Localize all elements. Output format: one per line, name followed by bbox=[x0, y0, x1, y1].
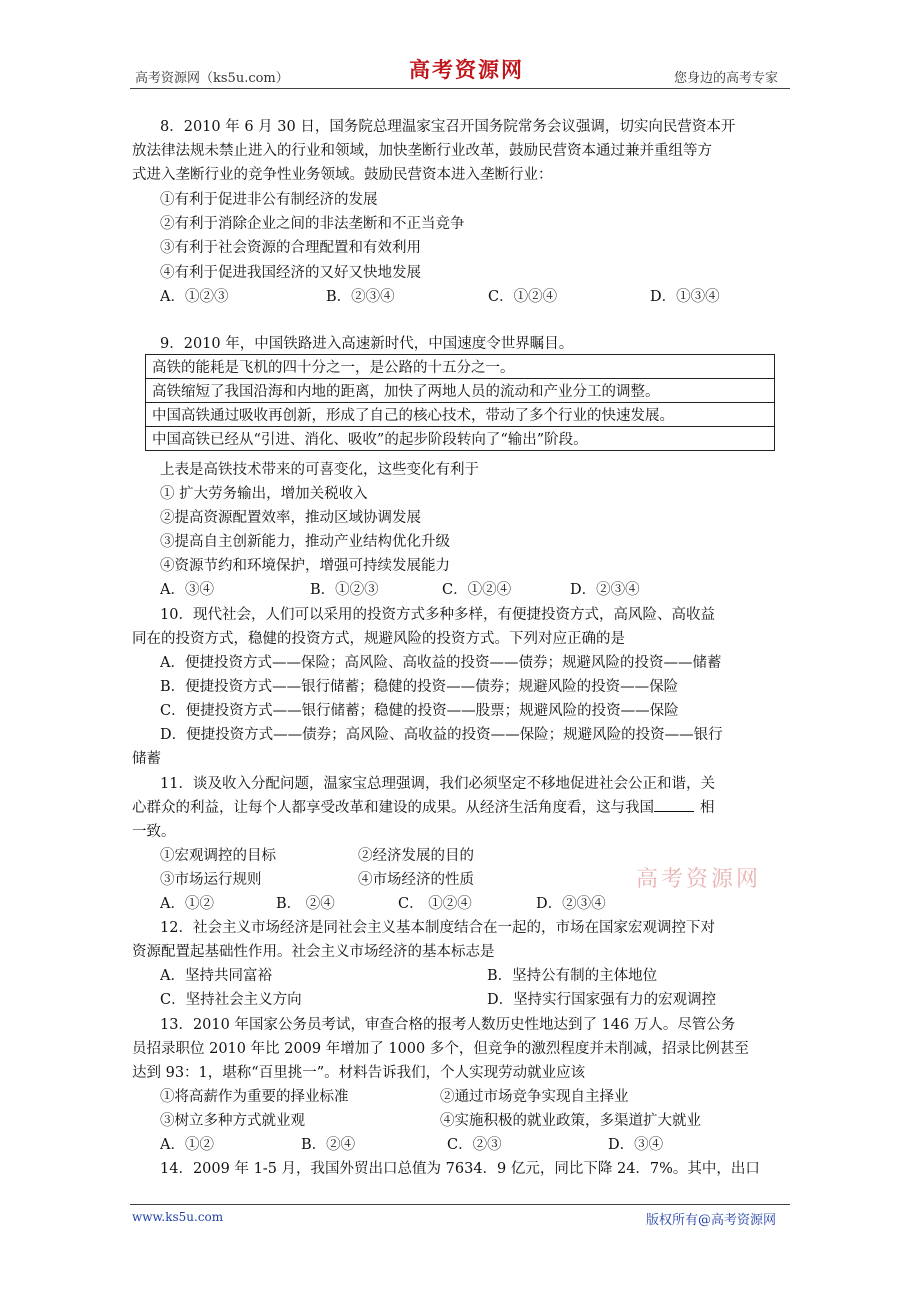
q9-table bbox=[145, 354, 775, 451]
q11-item: ①宏观调控的目标 bbox=[160, 848, 276, 864]
q12-option-a: A．坚持共同富裕 bbox=[160, 968, 272, 984]
q8-option-a: A．①②③ bbox=[160, 289, 229, 305]
q12-stem-line-1: 12．社会主义市场经济是同社会主义基本制度结合在一起的，市场在国家宏观调控下对 bbox=[160, 920, 715, 936]
q9-table-cell: 高铁的能耗是飞机的四十分之一，是公路的十五分之一。 bbox=[146, 355, 775, 379]
header-site-name: 高考资源网（ks5u.com） bbox=[135, 71, 289, 86]
footer-copyright: 版权所有@高考资源网 bbox=[646, 1213, 777, 1228]
q9-table-cell: 高铁缩短了我国沿海和内地的距离，加快了两地人员的流动和产业分工的调整。 bbox=[146, 379, 775, 403]
q10-stem-line-1: 10．现代社会，人们可以采用的投资方式多种多样，有便捷投资方式，高风险、高收益 bbox=[160, 607, 715, 623]
q9-option-c: C．①②④ bbox=[442, 582, 512, 598]
q10-option-c: C．便捷投资方式——银行储蓄；稳健的投资——股票；规避风险的投资——保险 bbox=[160, 703, 679, 719]
q8-option-b: B．②③④ bbox=[326, 289, 395, 305]
q11-item: ③市场运行规则 bbox=[160, 872, 262, 888]
q8-stem-line-3: 式进入垄断行业的竞争性业务领域。鼓励民营资本进入垄断行业： bbox=[132, 167, 553, 183]
q9-stem: 9．2010 年，中国铁路进入高速新时代，中国速度令世界瞩目。 bbox=[160, 336, 574, 352]
q11-option-b: B． ②④ bbox=[276, 896, 335, 912]
header-slogan: 您身边的高考专家 bbox=[674, 71, 779, 86]
q9-table-cell: 中国高铁已经从“引进、消化、吸收”的起步阶段转向了“输出”阶段。 bbox=[146, 427, 775, 451]
q13-item: ④实施积极的就业政策，多渠道扩大就业 bbox=[440, 1113, 701, 1129]
footer-rule bbox=[130, 1204, 790, 1205]
q8-item: ④有利于促进我国经济的又好又快地发展 bbox=[160, 265, 421, 281]
q12-option-c: C．坚持社会主义方向 bbox=[160, 992, 302, 1008]
q13-option-b: B．②④ bbox=[301, 1137, 356, 1153]
q12-stem-line-2: 资源配置起基础性作用。社会主义市场经济的基本标志是 bbox=[132, 944, 495, 960]
q10-option-a: A．便捷投资方式——保险；高风险、高收益的投资——债券；规避风险的投资——储蓄 bbox=[160, 655, 722, 671]
q8-item: ③有利于社会资源的合理配置和有效利用 bbox=[160, 240, 421, 256]
q10-option-d-wrap: 储蓄 bbox=[132, 751, 161, 767]
q11-option-d: D．②③④ bbox=[536, 896, 606, 912]
q9-option-a: A．③④ bbox=[160, 582, 214, 598]
q13-item: ①将高薪作为重要的择业标准 bbox=[160, 1089, 349, 1105]
q9-option-b: B．①②③ bbox=[310, 582, 379, 598]
q10-option-b: B．便捷投资方式——银行储蓄；稳健的投资——债券；规避风险的投资——保险 bbox=[160, 679, 679, 695]
q13-stem-line-2: 员招录职位 2010 年比 2009 年增加了 1000 多个，但竞争的激烈程度并未削减，招录比例甚至 bbox=[132, 1041, 749, 1057]
q11-stem-line-3: 一致。 bbox=[132, 824, 176, 840]
q8-stem-line-1: 8．2010 年 6 月 30 日，国务院总理温家宝召开国务院常务会议强调，切实向民营资本开 bbox=[160, 119, 736, 135]
q13-option-d: D．③④ bbox=[608, 1137, 664, 1153]
q13-stem-line-3: 达到 93：1，堪称“百里挑一”。材料告诉我们，个人实现劳动就业应该 bbox=[132, 1065, 586, 1081]
header-logo: 高考资源网 bbox=[409, 57, 524, 82]
q11-stem-line-1: 11．谈及收入分配问题，温家宝总理强调，我们必须坚定不移地促进社会公正和谐，关 bbox=[160, 776, 715, 792]
q9-table-cell: 中国高铁通过吸收再创新，形成了自己的核心技术，带动了多个行业的快速发展。 bbox=[146, 403, 775, 427]
q9-item: ④资源节约和环境保护，增强可持续发展能力 bbox=[160, 558, 450, 574]
q11-item: ②经济发展的目的 bbox=[358, 848, 474, 864]
q13-option-c: C．②③ bbox=[447, 1137, 502, 1153]
footer-url[interactable]: www.ks5u.com bbox=[132, 1210, 224, 1224]
q8-option-c: C．①②④ bbox=[488, 289, 558, 305]
q12-option-d: D．坚持实行国家强有力的宏观调控 bbox=[487, 992, 717, 1008]
q11-stem-text: 心群众的利益，让每个人都享受改革和建设的成果。从经济生活角度看，这与我国 bbox=[132, 800, 654, 816]
q9-item: ②提高资源配置效率，推动区域协调发展 bbox=[160, 510, 421, 526]
q13-stem-line-1: 13．2010 年国家公务员考试，审查合格的报考人数历史性地达到了 146 万人。尽管公务 bbox=[160, 1017, 736, 1033]
q9-option-d: D．②③④ bbox=[570, 582, 640, 598]
q11-option-c: C． ①②④ bbox=[398, 896, 472, 912]
q12-option-b: B．坚持公有制的主体地位 bbox=[487, 968, 658, 984]
q11-blank bbox=[654, 797, 694, 812]
q13-item: ②通过市场竞争实现自主择业 bbox=[440, 1089, 629, 1105]
q10-option-d: D．便捷投资方式——债券；高风险、高收益的投资——保险；规避风险的投资——银行 bbox=[160, 727, 723, 743]
q11-stem-line-2 bbox=[132, 796, 715, 817]
q13-option-a: A．①② bbox=[160, 1137, 214, 1153]
q13-item: ③树立多种方式就业观 bbox=[160, 1113, 305, 1129]
q11-item: ④市场经济的性质 bbox=[358, 872, 474, 888]
q9-item: ③提高自主创新能力，推动产业结构优化升级 bbox=[160, 534, 450, 550]
watermark-stamp: 高考资源网 bbox=[636, 867, 762, 892]
q11-stem-tail: 相 bbox=[700, 800, 715, 816]
q8-stem-line-2: 放法律法规未禁止进入的行业和领域，加快垄断行业改革，鼓励民营资本通过兼并重组等方 bbox=[132, 143, 712, 159]
q14-stem-line-1: 14．2009 年 1-5 月，我国外贸出口总值为 7634．9 亿元，同比下降 24．7%。其中，出口 bbox=[160, 1161, 760, 1177]
q8-item: ②有利于消除企业之间的非法垄断和不正当竞争 bbox=[160, 216, 465, 232]
q9-after-table: 上表是高铁技术带来的可喜变化，这些变化有利于 bbox=[160, 462, 479, 478]
q8-item: ①有利于促进非公有制经济的发展 bbox=[160, 192, 378, 208]
q11-option-a: A．①② bbox=[160, 896, 214, 912]
q10-stem-line-2: 同在的投资方式，稳健的投资方式，规避风险的投资方式。下列对应正确的是 bbox=[132, 631, 625, 647]
header-rule bbox=[130, 88, 790, 89]
q9-item: ① 扩大劳务输出，增加关税收入 bbox=[160, 486, 368, 502]
q8-option-d: D．①③④ bbox=[650, 289, 720, 305]
